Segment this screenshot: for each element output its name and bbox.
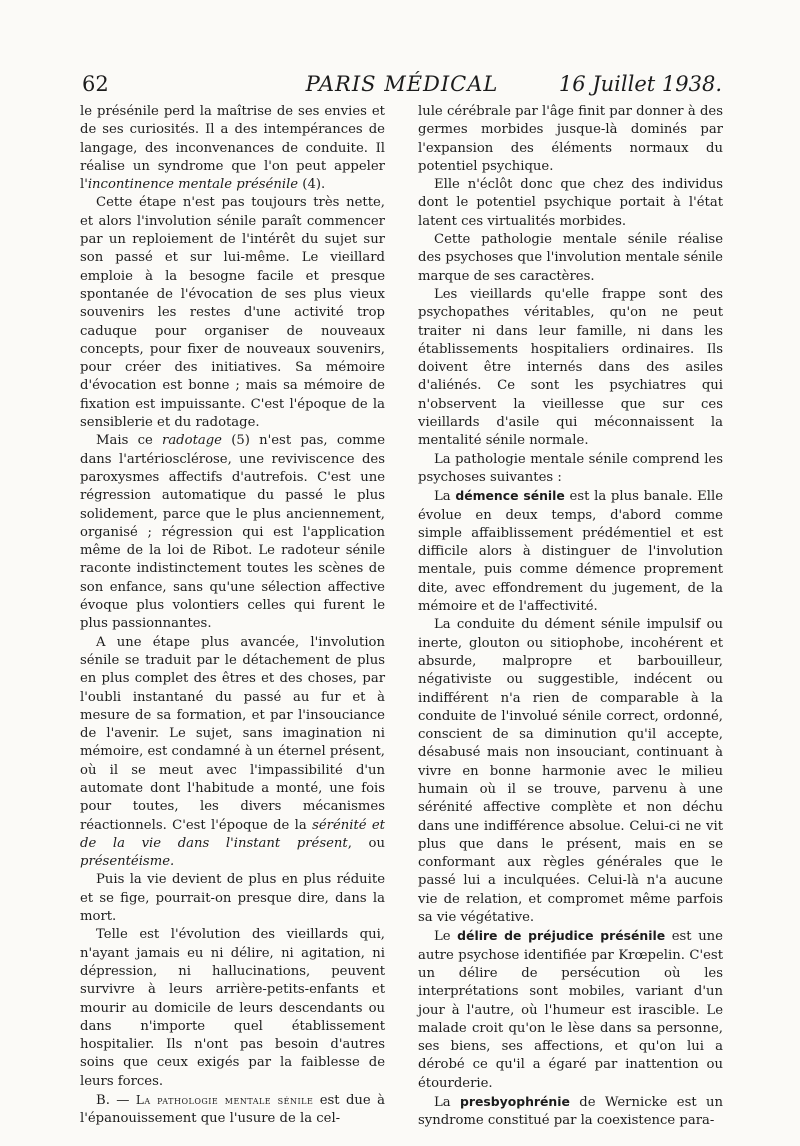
- paragraph: Le délire de préjudice présénile est une autre psychose identifiée par Krœpelin. C'est un délire de persécution où les interprétations sont mobiles, variant d'un jour à l'autre, où l'humeur est irascible. Le malade croit qu'on le lèse dans sa personne, ses biens, ses affections, et qu'on lui a dérobé ce qu'il a égaré par inattention ou étourderie.: [418, 928, 723, 1091]
- paragraph: Mais ce radotage (5) n'est pas, comme dans l'artériosclérose, une reviviscence des paroxysmes affectifs d'autrefois. C'est une régression automatique du passé le plus solidement, parce que le plus anciennement, organisé ; régression qui est l'application même de la loi de Ribot. Le radoteur sénile raconte indistinctement toutes les scènes de son enfance, sans qu'une sélection affective évoque plus volontiers celles qui furent le plus passionnantes.: [80, 433, 385, 632]
- section-heading-paragraph: B. — La pathologie mentale sénile est due à l'épanouissement que l'usure de la cel-: [80, 1093, 385, 1127]
- right-column: [418, 103, 723, 1131]
- paragraph: Cette étape n'est pas toujours très nette, et alors l'involution sénile paraît commencer par un reploiement de l'intérêt du sujet sur son passé et sur lui-même. Le vieillard emploie à la besogne facile et presque spontanée de l'évocation de ses plus vieux souvenirs les restes d'une activité trop caduque pour organiser de nouveaux concepts, pour fixer de nouveaux souvenirs, pour créer des initiatives. Sa mémoire d'évocation est bonne ; mais sa mémoire de fixation est impuissante. C'est l'époque de la sensiblerie et du radotage.: [80, 195, 385, 431]
- paragraph: Telle est l'évolution des vieillards qui, n'ayant jamais eu ni délire, ni agitation, ni dépression, ni hallucinations, peuvent survivre à leurs arrière-petits-enfants et mourir au domicile de leurs descendants ou dans n'importe quel établissement hospitalier. Ils n'ont pas besoin d'autres soins que ceux exigés par la faiblesse de leurs forces.: [80, 927, 385, 1089]
- journal-title: PARIS MÉDICAL: [305, 72, 499, 96]
- issue-date: 16 Juillet 1938.: [558, 72, 722, 96]
- page-number: 62: [82, 72, 109, 96]
- term-demence-senile: démence sénile: [455, 488, 565, 504]
- section-heading: La pathologie mentale sénile: [135, 1093, 314, 1108]
- paragraph: La presbyophrénie de Wernicke est un syndrome constitué par la coexistence para-: [418, 1094, 723, 1129]
- term-delire-prejudice: délire de préjudice présénile: [457, 928, 666, 944]
- paragraph: Cette pathologie mentale sénile réalise des psychoses que l'involution mentale sénile marque de ses caractères.: [418, 232, 723, 284]
- term-presbyophrenie: presbyophrénie: [460, 1094, 570, 1110]
- paragraph: Les vieillards qu'elle frappe sont des psychopathes véritables, qu'on ne peut traiter ni dans leur famille, ni dans les établissements hospitaliers ordinaires. Ils doivent être internés dans des asiles d'aliénés. Ce sont les psychiatres qui n'observent la vieillesse que sur ces vieillards d'asile qui méconnaissent la mentalité sénile normale.: [418, 286, 723, 449]
- paragraph: La conduite du dément sénile impulsif ou inerte, glouton ou sitiophobe, incohérent et absurde, malpropre et barbouilleur, négativiste ou suggestible, indécent ou indifférent n'a rien de comparable à la conduite de l'involué sénile correct, ordonné, conscient de sa diminution qu'il accepte, désabusé mais non insouciant, continuant à vivre en bonne harmonie avec le milieu humain où il se trouve, parvenu à une sérénité affective complète et non déchu dans une indifférence absolue. Celui-ci ne vit plus que dans le présent, mais en se conformant aux règles générales que le passé lui a inculquées. Celui-là n'a aucune vie de relation, et compromet même parfois sa vie végétative.: [418, 617, 723, 926]
- paragraph: Puis la vie devient de plus en plus réduite et se fige, pourrait-on presque dire, dans la mort.: [80, 872, 385, 925]
- paragraph: A une étape plus avancée, l'involution sénile se traduit par le détachement de plus en plus complet des êtres et des choses, par l'oubli instantané du passé au fur et à mesure de sa formation, et par l'insouciance de l'avenir. Le sujet, sans imagination ni mémoire, est condamné à un éternel présent, où il se meut avec l'impassibilité d'un automate dont l'habitude a monté, une fois pour toutes, les divers mécanismes réactionnels. C'est l'époque de la sérénité et de la vie dans l'instant présent, ou présentéisme.: [80, 634, 385, 870]
- paragraph: le présénile perd la maîtrise de ses envies et de ses curiosités. Il a des intempérances de langage, des inconvenances de conduite. Il réalise un syndrome que l'on peut appeler l'incontinence mentale présénile (4).: [80, 104, 385, 193]
- left-column: [80, 103, 385, 1129]
- paragraph: La démence sénile est la plus banale. Elle évolue en deux temps, d'abord comme simple affaiblissement prédémentiel et est difficile alors à distinguer de l'involution mentale, puis comme démence proprement dite, avec effondrement du jugement, de la mémoire et de l'affectivité.: [418, 488, 724, 615]
- paragraph: La pathologie mentale sénile comprend les psychoses suivantes :: [418, 451, 723, 485]
- paragraph: Elle n'éclôt donc que chez des individus dont le potentiel psychique portait à l'état latent ces virtualités morbides.: [418, 177, 723, 229]
- paragraph: lule cérébrale par l'âge finit par donner à des germes morbides jusque-là dominés par l'expansion des éléments normaux du potentiel psychique.: [418, 104, 723, 174]
- page-header: [82, 72, 722, 104]
